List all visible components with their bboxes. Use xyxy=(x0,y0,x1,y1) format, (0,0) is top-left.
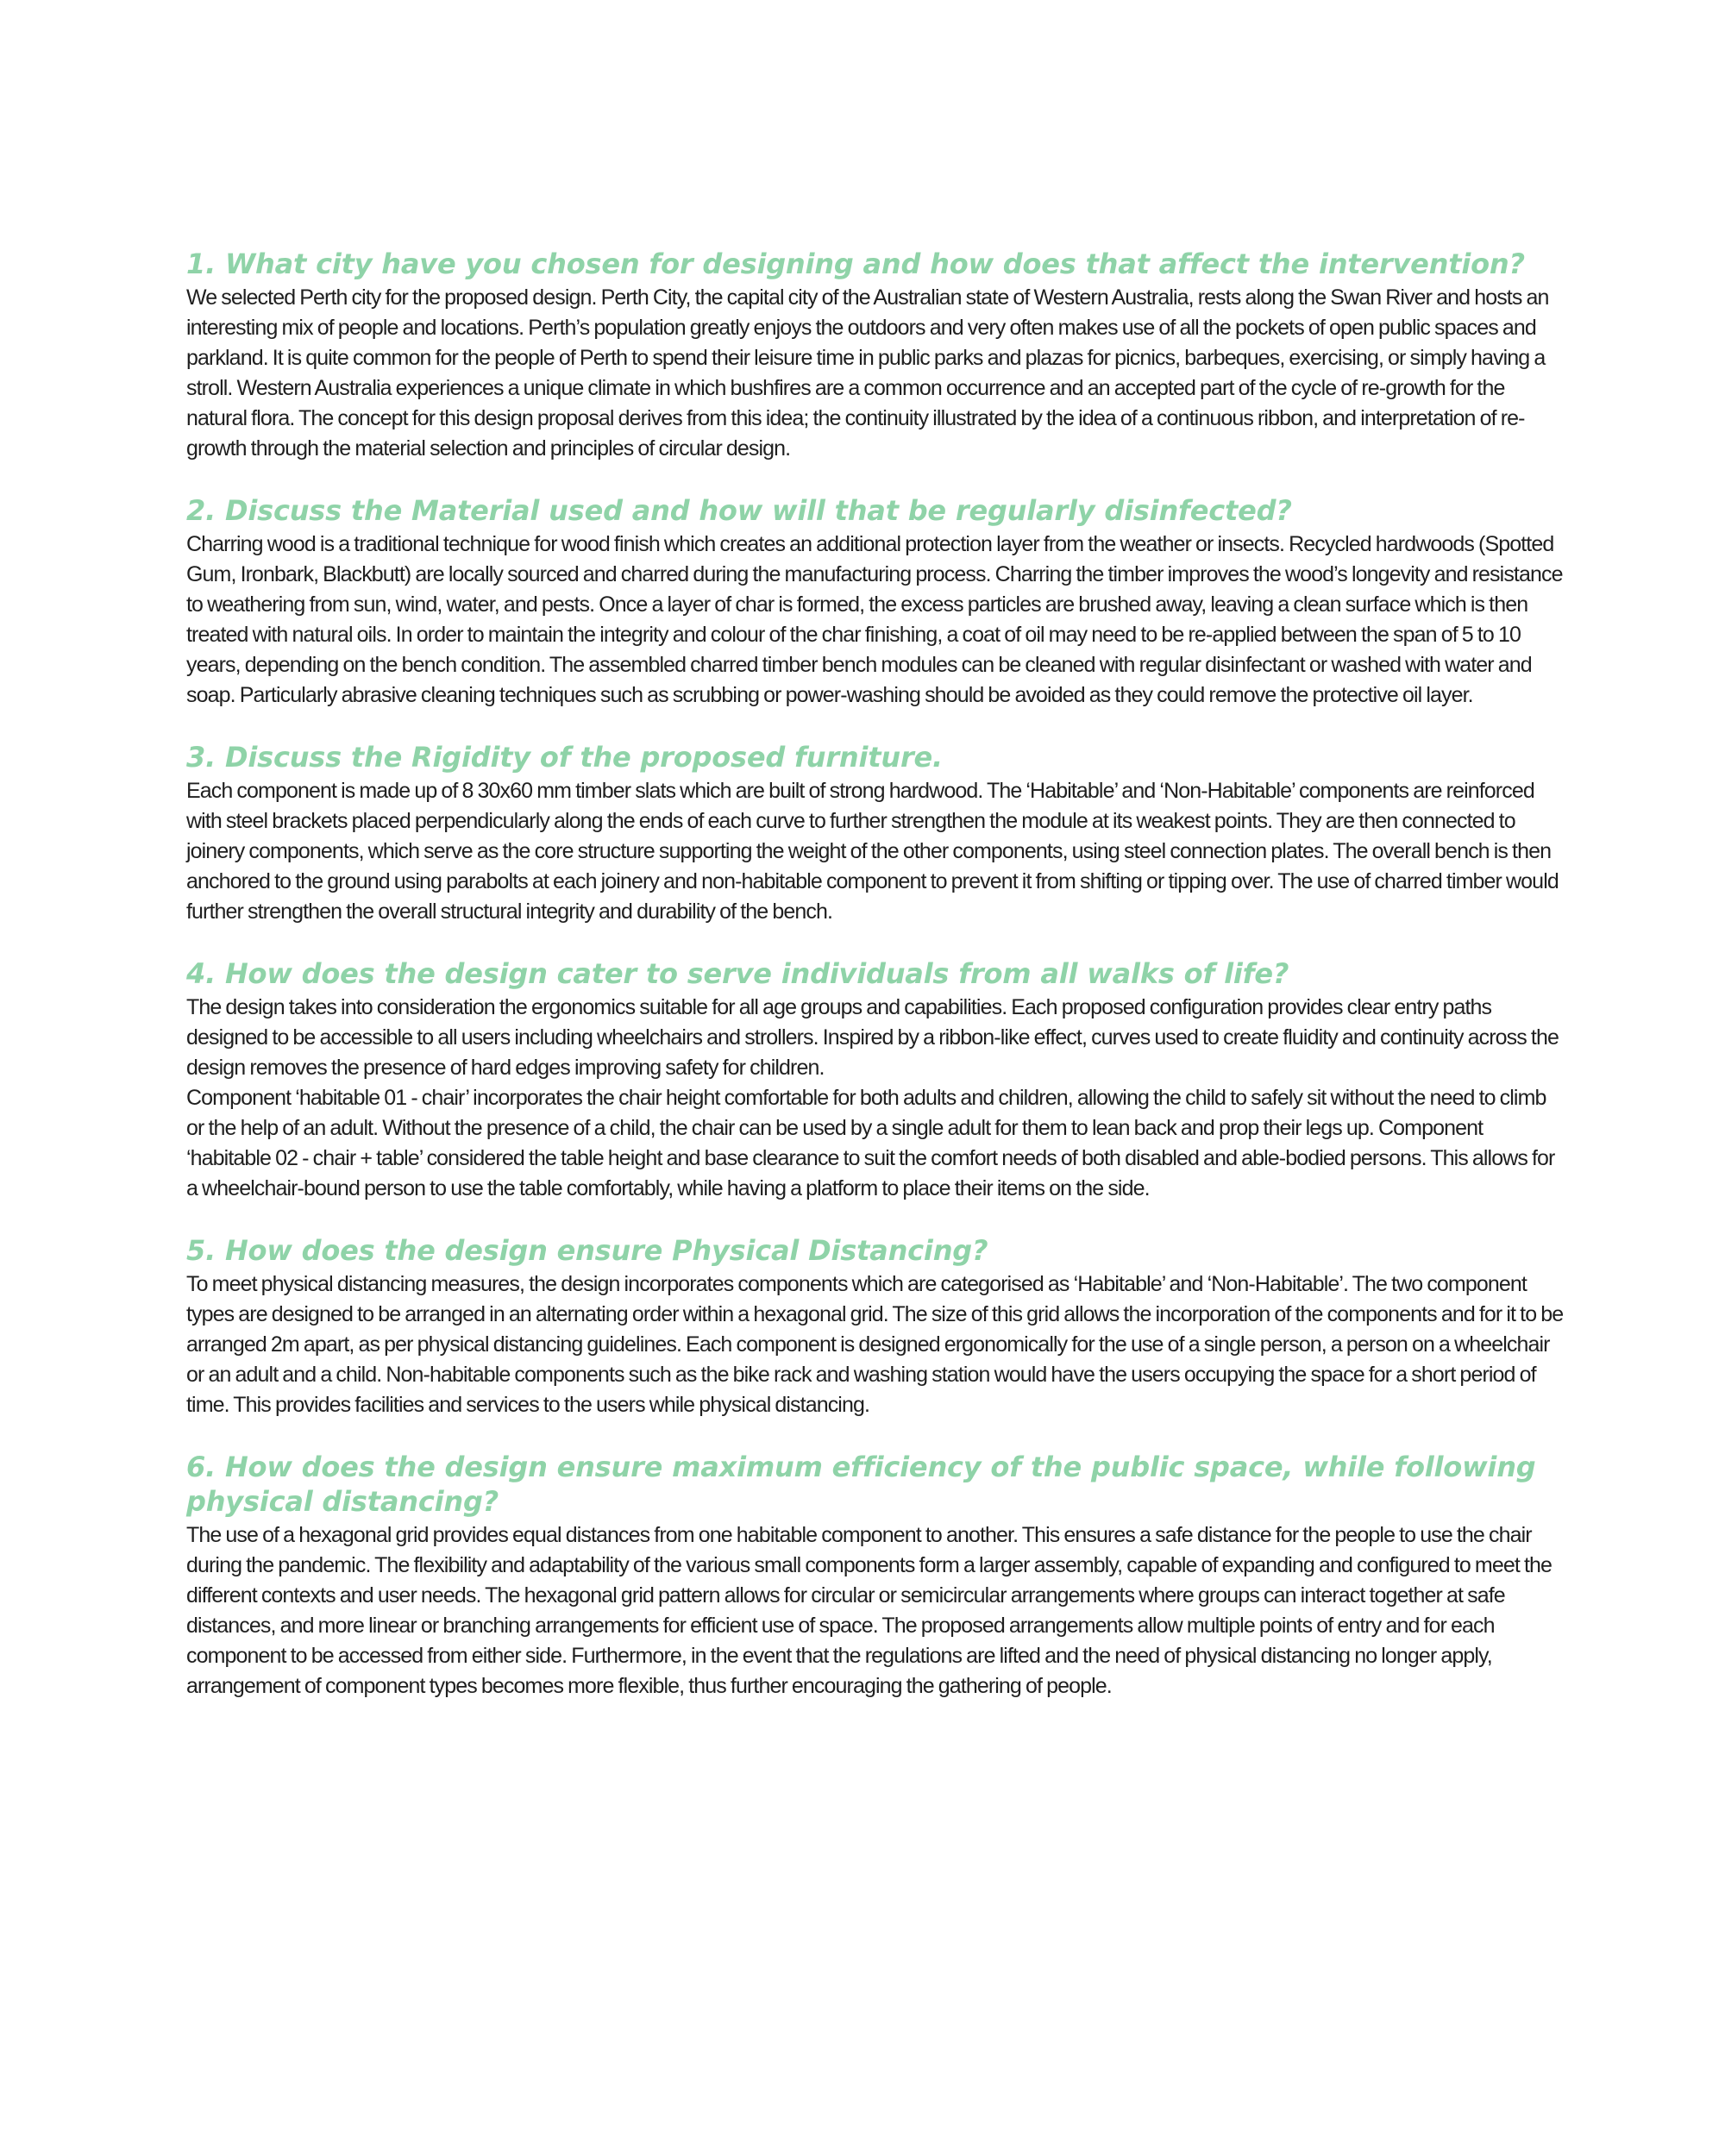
answer-body xyxy=(186,1269,1566,1420)
answer-paragraph: The design takes into consideration the ergonomics suitable for all age groups and capabilities. Each proposed configuration provides clear entry paths designed to be accessible to all users including wheelchairs and strollers. Inspired by a ribbon-like effect, curves used to create fluidity and continuity across the design removes the presence of hard edges improving safety for children. xyxy=(186,995,1559,1080)
answer-paragraph: We selected Perth city for the proposed design. Perth City, the capital city of the Australian state of Western Australia, rests along the Swan River and hosts an interesting mix of people and locations. Perth’s population greatly enjoys the outdoors and very often makes use of all the pockets of open public spaces and parkland. It is quite common for the people of Perth to spend their leisure time in public parks and plazas for picnics, barbeques, exercising, or simply having a stroll. Western Australia experiences a unique climate in which bushfires are a common occurrence and an accepted part of the cycle of re-growth for the natural flora. The concept for this design proposal derives from this idea; the continuity illustrated by the idea of a continuous ribbon, and interpretation of re-growth through the material selection and principles of circular design. xyxy=(186,285,1549,461)
answer-body xyxy=(186,1520,1566,1702)
question-section-3 xyxy=(186,740,1566,927)
question-section-1 xyxy=(186,247,1566,464)
question-heading: 4. How does the design cater to serve individuals from all walks of life? xyxy=(186,957,1289,990)
question-section-2 xyxy=(186,493,1566,711)
question-heading: 3. Discuss the Rigidity of the proposed furniture. xyxy=(186,741,943,774)
question-section-5 xyxy=(186,1233,1566,1420)
answer-body xyxy=(186,283,1566,464)
answer-paragraph: Each component is made up of 8 30x60 mm timber slats which are built of strong hardwood. The ‘Habitable’ and ‘Non-Habitable’ components are reinforced with steel brackets placed perpendicularly along the ends of each curve to further strengthen the module at its weakest points. They are then connected to joinery components, which serve as the core structure supporting the weight of the other components, using steel connection plates. The overall bench is then anchored to the ground using parabolts at each joinery and non-habitable component to prevent it from shifting or tipping over. The use of charred timber would further strengthen the overall structural integrity and durability of the bench. xyxy=(186,779,1559,924)
question-heading: 1. What city have you chosen for designing and how does that affect the intervention? xyxy=(186,248,1525,280)
answer-paragraph: The use of a hexagonal grid provides equal distances from one habitable component to another. This ensures a safe distance for the people to use the chair during the pandemic. The flexibility and adaptability of the various small components form a larger assembly, capable of expanding and configured to meet the different contexts and user needs. The hexagonal grid pattern allows for circular or semicircular arrangements where groups can interact together at safe distances, and more linear or branching arrangements for efficient use of space. The proposed arrangements allow multiple points of entry and for each component to be accessed from either side. Furthermore, in the event that the regulations are lifted and the need of physical distancing no longer apply, arrangement of component types becomes more flexible, thus further encouraging the gathering of people. xyxy=(186,1523,1552,1698)
answer-paragraph: Charring wood is a traditional technique for wood finish which creates an additional protection layer from the weather or insects. Recycled hardwoods (Spotted Gum, Ironbark, Blackbutt) are locally sourced and charred during the manufacturing process. Charring the timber improves the wood’s longevity and resistance to weathering from sun, wind, water, and pests. Once a layer of char is formed, the excess particles are brushed away, leaving a clean surface which is then treated with natural oils. In order to maintain the integrity and colour of the char finishing, a coat of oil may need to be re-applied between the span of 5 to 10 years, depending on the bench condition. The assembled charred timber bench modules can be cleaned with regular disinfectant or washed with water and soap. Particularly abrasive cleaning techniques such as scrubbing or power-washing should be avoided as they could remove the protective oil layer. xyxy=(186,532,1563,707)
question-heading: 2. Discuss the Material used and how will that be regularly disinfected? xyxy=(186,494,1292,527)
question-section-4 xyxy=(186,956,1566,1204)
question-section-6 xyxy=(186,1450,1566,1702)
question-heading: 6. How does the design ensure maximum efficiency of the public space, while following physical distancing? xyxy=(186,1451,1536,1518)
question-heading: 5. How does the design ensure Physical Distancing? xyxy=(186,1234,988,1267)
answer-paragraph: To meet physical distancing measures, the design incorporates components which are categorised as ‘Habitable’ and ‘Non-Habitable’. The two component types are designed to be arranged in an alternating order within a hexagonal grid. The size of this grid allows the incorporation of the components and for it to be arranged 2m apart, as per physical distancing guidelines. Each component is designed ergonomically for the use of a single person, a person on a wheelchair or an adult and a child. Non-habitable components such as the bike rack and washing station would have the users occupying the space for a short period of time. This provides facilities and services to the users while physical distancing. xyxy=(186,1272,1564,1417)
answer-body xyxy=(186,993,1566,1204)
answer-body xyxy=(186,530,1566,711)
answer-paragraph: Component ‘habitable 01 - chair’ incorporates the chair height comfortable for both adults and children, allowing the child to safely sit without the need to climb or the help of an adult. Without the presence of a child, the chair can be used by a single adult for them to lean back and prop their legs up. Component ‘habitable 02 - chair + table’ considered the table height and base clearance to suit the comfort needs of both disabled and able-bodied persons. This allows for a wheelchair-bound person to use the table comfortably, while having a platform to place their items on the side. xyxy=(186,1086,1555,1200)
document-page xyxy=(186,247,1566,1731)
answer-body xyxy=(186,776,1566,927)
